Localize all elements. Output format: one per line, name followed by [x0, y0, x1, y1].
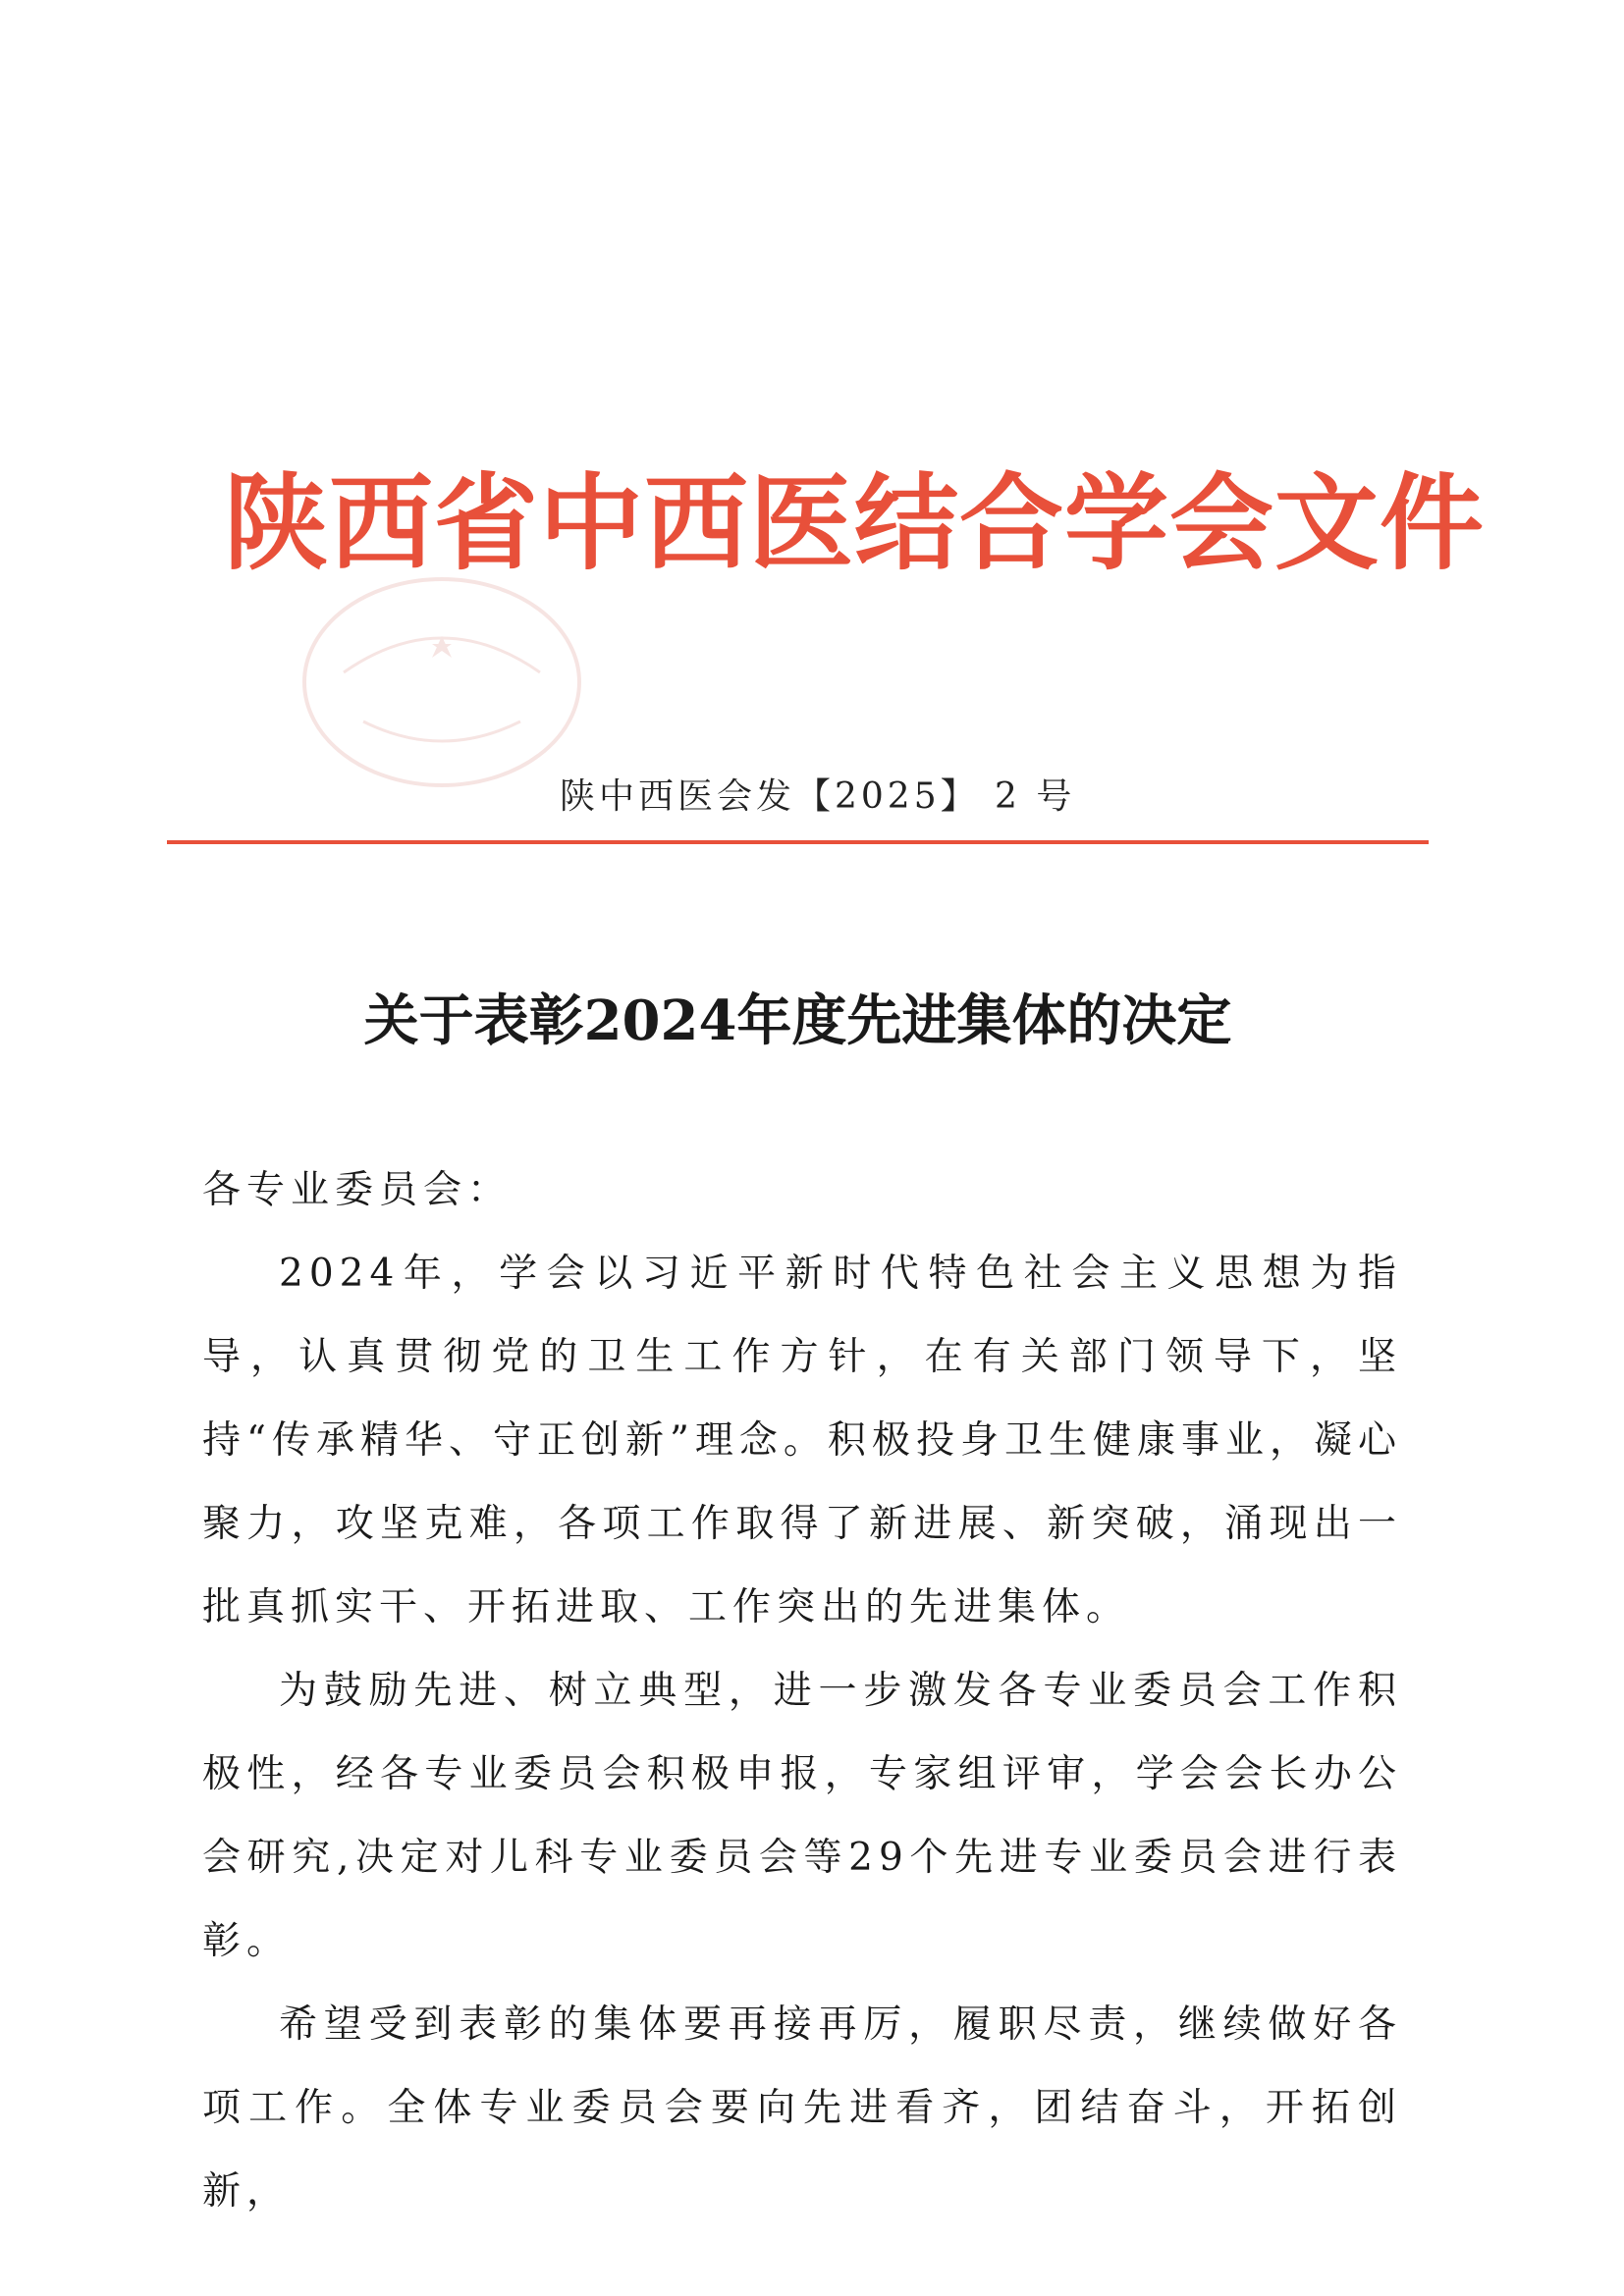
- salutation: 各专业委员会：: [202, 1168, 513, 1212]
- document-title: 关于表彰2024年度先进集体的决定: [363, 988, 1232, 1053]
- faint-seal-stamp: [285, 564, 599, 800]
- red-divider-line: [167, 840, 1429, 844]
- document-body: [202, 1148, 1402, 2233]
- body-paragraph-1: 2024年，学会以习近平新时代特色社会主义思想为指导，认真贯彻党的卫生工作方针，在有关部门领导下，坚持“传承精华、守正创新”理念。积极投身卫生健康事业，凝心聚力，攻坚克难，各项工作取得了新进展、新突破，涌现出一批真抓实干、开拓进取、工作突出的先进集体。: [202, 1252, 1402, 1629]
- body-paragraph-3: 希望受到表彰的集体要再接再厉，履职尽责，继续做好各项工作。全体专业委员会要向先进看齐，团结奋斗，开拓创新，: [202, 2002, 1402, 2214]
- body-paragraph-2: 为鼓励先进、树立典型，进一步激发各专业委员会工作积极性，经各专业委员会积极申报，专家组评审，学会会长办公会研究,决定对儿科专业委员会等29个先进专业委员会进行表彰。: [202, 1669, 1402, 1963]
- document-number: 陕中西医会发【2025】 2 号: [560, 776, 1076, 817]
- org-header-title: 陕西省中西医结合学会文件: [224, 461, 1485, 584]
